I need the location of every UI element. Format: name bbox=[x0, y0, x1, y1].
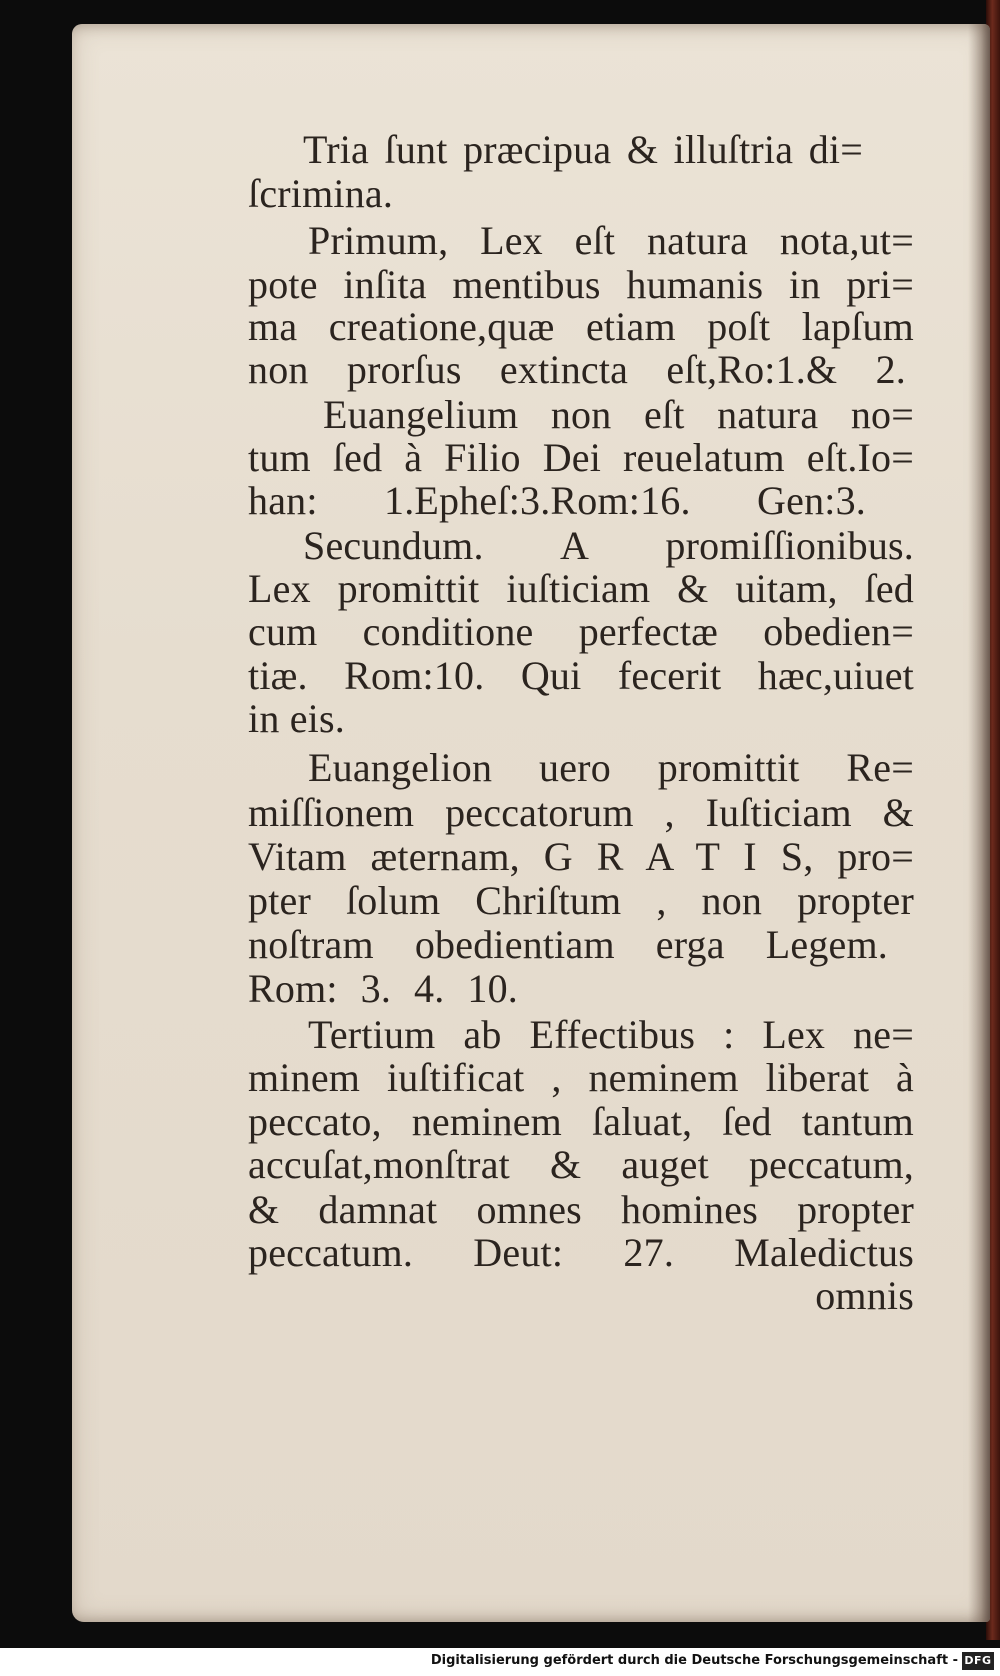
text-line: tiæ. Rom:10. Qui fecerit hæc,uiuet bbox=[248, 653, 914, 698]
text-line: peccato, neminem ſaluat, ſed tantum bbox=[248, 1099, 914, 1144]
text-line: omnis bbox=[815, 1273, 914, 1318]
text-line: & damnat omnes homines propter bbox=[248, 1187, 914, 1232]
text-line: ſcrimina. bbox=[248, 171, 394, 216]
book-page bbox=[72, 24, 990, 1622]
text-line: Rom: 3. 4. 10. bbox=[248, 966, 518, 1011]
text-line: pote inſita mentibus humanis in pri= bbox=[248, 262, 914, 307]
text-line: Secundum. A promiſſionibus. bbox=[303, 523, 914, 568]
text-line: non prorſus extincta eſt,Ro:1.& 2. bbox=[248, 347, 906, 392]
text-line: Tria ſunt præcipua & illuſtria di= bbox=[303, 127, 863, 172]
text-line: accuſat,monſtrat & auget peccatum, bbox=[248, 1142, 914, 1187]
text-line: ma creatione,quæ etiam poſt lapſum bbox=[248, 304, 914, 349]
page-gutter-shadow bbox=[968, 24, 990, 1622]
text-line: han: 1.Epheſ:3.Rom:16. Gen:3. bbox=[248, 478, 866, 523]
text-line: cum conditione perfectæ obedien= bbox=[248, 609, 914, 654]
text-line: Primum, Lex eſt natura nota,ut= bbox=[308, 218, 914, 263]
funding-credit: Digitalisierung gefördert durch die Deutsche Forschungsgemeinschaft - bbox=[430, 1653, 958, 1668]
text-line: noſtram obedientiam erga Legem. bbox=[248, 922, 888, 967]
text-line: pter ſolum Chriſtum , non propter bbox=[248, 878, 914, 923]
text-line: miſſionem peccatorum , Iuſticiam & bbox=[248, 790, 914, 835]
text-line: Lex promittit iuſticiam & uitam, ſed bbox=[248, 566, 914, 611]
text-line: minem iuſtificat , neminem liberat à bbox=[248, 1055, 914, 1100]
text-line: Tertium ab Effectibus : Lex ne= bbox=[308, 1012, 914, 1057]
digitization-footer bbox=[0, 1648, 1000, 1676]
text-line: Euangelion uero promittit Re= bbox=[308, 745, 914, 790]
dfg-logo: DFG bbox=[962, 1652, 994, 1670]
text-line: peccatum. Deut: 27. Maledictus bbox=[248, 1230, 914, 1275]
text-line: Euangelium non eſt natura no= bbox=[323, 392, 914, 437]
text-line: tum ſed à Filio Dei reuelatum eſt.Io= bbox=[248, 435, 914, 480]
text-line: Vitam æternam, G R A T I S, pro= bbox=[248, 834, 914, 879]
text-line: in eis. bbox=[248, 696, 345, 741]
